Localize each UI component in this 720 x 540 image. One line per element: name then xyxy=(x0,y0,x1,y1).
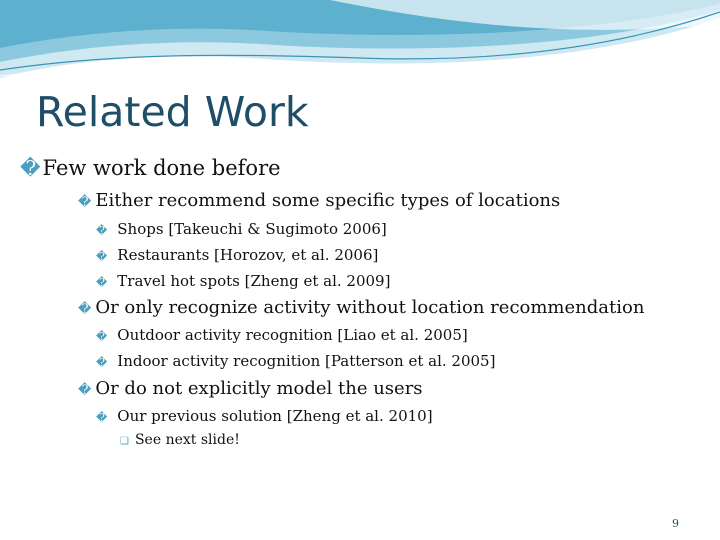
page-number: 9 xyxy=(672,517,679,530)
bullet-item xyxy=(96,220,387,238)
bullet-marker-icon: � xyxy=(96,276,108,289)
slide-title: Related Work xyxy=(36,88,309,136)
bullet-marker-icon: � xyxy=(78,195,92,210)
bullet-text: Few work done before xyxy=(42,156,281,180)
bullet-item xyxy=(96,352,495,370)
bullet-text: Indoor activity recognition [Patterson et al. 2005] xyxy=(117,352,496,370)
bullet-marker-icon: � xyxy=(20,156,41,180)
bullet-marker-icon: � xyxy=(96,356,108,369)
bullet-item xyxy=(96,407,433,425)
bullet-text: See next slide! xyxy=(134,432,240,448)
bullet-text: Either recommend some specific types of locations xyxy=(95,190,561,211)
bullet-marker-icon: � xyxy=(78,383,92,398)
bullet-marker-icon: � xyxy=(96,411,108,424)
bullet-text: Shops [Takeuchi & Sugimoto 2006] xyxy=(117,220,387,238)
bullet-marker-icon: � xyxy=(78,302,92,317)
bullet-item xyxy=(78,378,423,399)
bullet-text: Restaurants [Horozov, et al. 2006] xyxy=(117,246,379,264)
bullet-marker-icon: � xyxy=(96,224,108,237)
bullet-item xyxy=(78,297,644,318)
bullet-text: Travel hot spots [Zheng et al. 2009] xyxy=(117,272,391,290)
bullet-item xyxy=(120,432,240,448)
bullet-text: Our previous solution [Zheng et al. 2010] xyxy=(117,407,433,425)
bullet-item xyxy=(96,246,378,264)
bullet-marker-icon: ❑ xyxy=(120,436,129,447)
bullet-text: Outdoor activity recognition [Liao et al. 2005] xyxy=(117,326,468,344)
bullet-item xyxy=(96,272,390,290)
bullet-item xyxy=(20,156,281,180)
bullet-marker-icon: � xyxy=(96,330,108,343)
bullet-item xyxy=(78,190,560,211)
bullet-text: Or do not explicitly model the users xyxy=(95,378,423,399)
header-wave-decoration xyxy=(0,0,720,80)
bullet-text: Or only recognize activity without location recommendation xyxy=(95,297,645,318)
bullet-marker-icon: � xyxy=(96,250,108,263)
bullet-item xyxy=(96,326,468,344)
